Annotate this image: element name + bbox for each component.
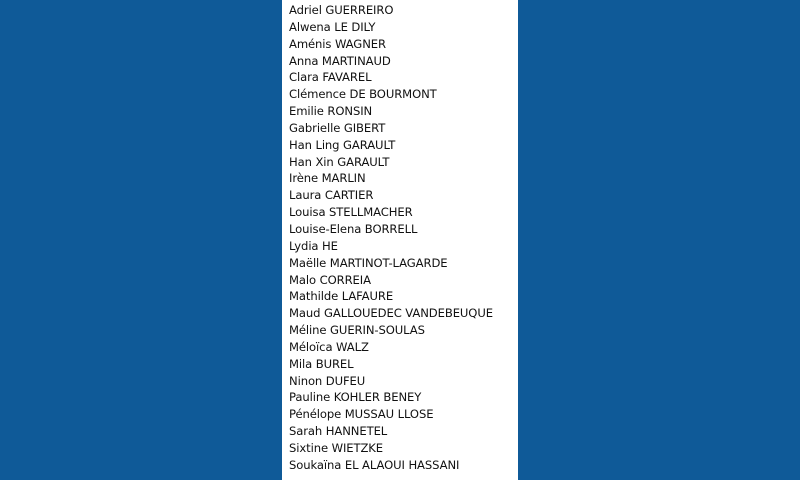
list-item: Pénélope MUSSAU LLOSE [289, 407, 434, 422]
list-item: Clara FAVAREL [289, 70, 372, 85]
list-item: Sarah HANNETEL [289, 424, 388, 439]
list-item: Louisa STELLMACHER [289, 205, 413, 220]
list-item: Aménis WAGNER [289, 36, 386, 51]
list-item: Gabrielle GIBERT [289, 120, 386, 135]
list-item: Alwena LE DILY [289, 19, 376, 34]
document-page [282, 0, 518, 480]
list-item: Adriel GUERREIRO [289, 3, 394, 17]
name-list [282, 0, 518, 474]
list-item: Maëlle MARTINOT-LAGARDE [289, 255, 448, 270]
list-item: Méline GUERIN-SOULAS [289, 323, 425, 338]
list-item: Han Xin GARAULT [289, 154, 390, 169]
list-item: Anna MARTINAUD [289, 53, 391, 68]
list-item: Mila BUREL [289, 356, 354, 371]
list-item: Irène MARLIN [289, 171, 366, 186]
list-item: Han Ling GARAULT [289, 137, 396, 152]
list-item: Sixtine WIETZKE [289, 440, 384, 455]
list-item: Lydia HE [289, 238, 338, 253]
list-item: Ninon DUFEU [289, 373, 366, 388]
list-item: Louise-Elena BORRELL [289, 221, 418, 236]
list-item: Malo CORREIA [289, 272, 371, 287]
list-item: Clémence DE BOURMONT [289, 87, 437, 102]
list-item: Mathilde LAFAURE [289, 289, 394, 304]
list-item: Emilie RONSIN [289, 104, 373, 119]
list-item: Pauline KOHLER BENEY [289, 390, 422, 405]
list-item: Laura CARTIER [289, 188, 374, 203]
list-item: Méloïca WALZ [289, 339, 369, 354]
list-item: Soukaïna EL ALAOUI HASSANI [289, 457, 460, 472]
list-item: Maud GALLOUEDEC VANDEBEUQUE [289, 306, 493, 321]
